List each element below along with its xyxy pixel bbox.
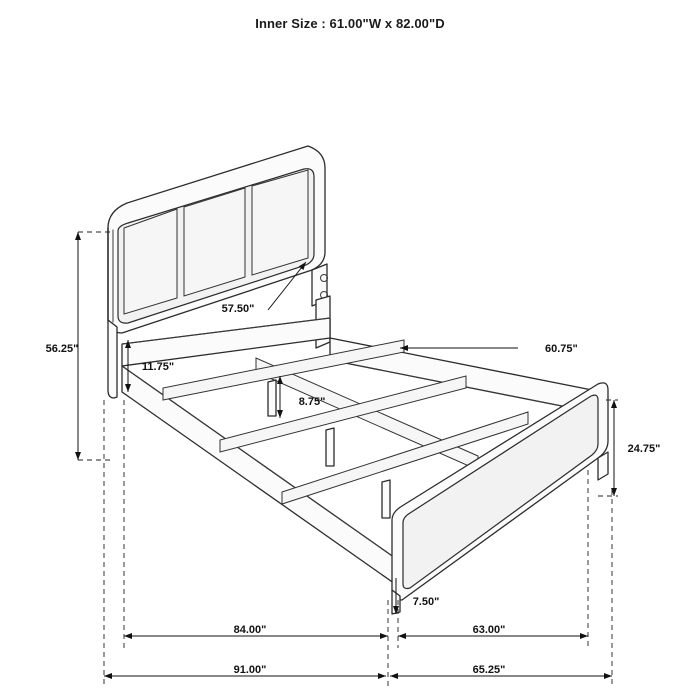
support-leg-1	[268, 380, 276, 416]
dim-label-slat-height: 8.75"	[298, 396, 326, 408]
dim-label-bed-length-inner: 84.00"	[233, 624, 267, 636]
headboard-panel-left	[124, 209, 177, 314]
dim-label-bed-width-inner: 63.00"	[472, 624, 506, 636]
head-rail	[122, 318, 330, 366]
support-leg-2	[326, 428, 334, 466]
footboard	[392, 383, 608, 614]
page-title: Inner Size : 61.00"W x 82.00"D	[255, 16, 445, 31]
dim-label-footboard-height: 24.75"	[627, 443, 661, 455]
dim-label-bed-length-overall: 91.00"	[233, 664, 267, 676]
support-leg-3	[382, 480, 390, 518]
dim-label-rail-to-floor-height: 11.75"	[141, 361, 175, 373]
headboard-panel-right	[252, 170, 308, 275]
dim-label-bed-width-overall: 65.25"	[472, 664, 506, 676]
dim-label-side-rail-length: 60.75"	[545, 343, 578, 355]
headboard-panel-center	[184, 188, 245, 296]
headboard-left-leg	[108, 320, 117, 398]
bed-illustration	[108, 146, 608, 614]
dim-label-headboard-height-overall: 56.25"	[45, 343, 79, 355]
dim-label-leg-clearance: 7.50"	[412, 596, 440, 608]
dim-label-headboard-panel-height: 57.50"	[221, 303, 255, 315]
